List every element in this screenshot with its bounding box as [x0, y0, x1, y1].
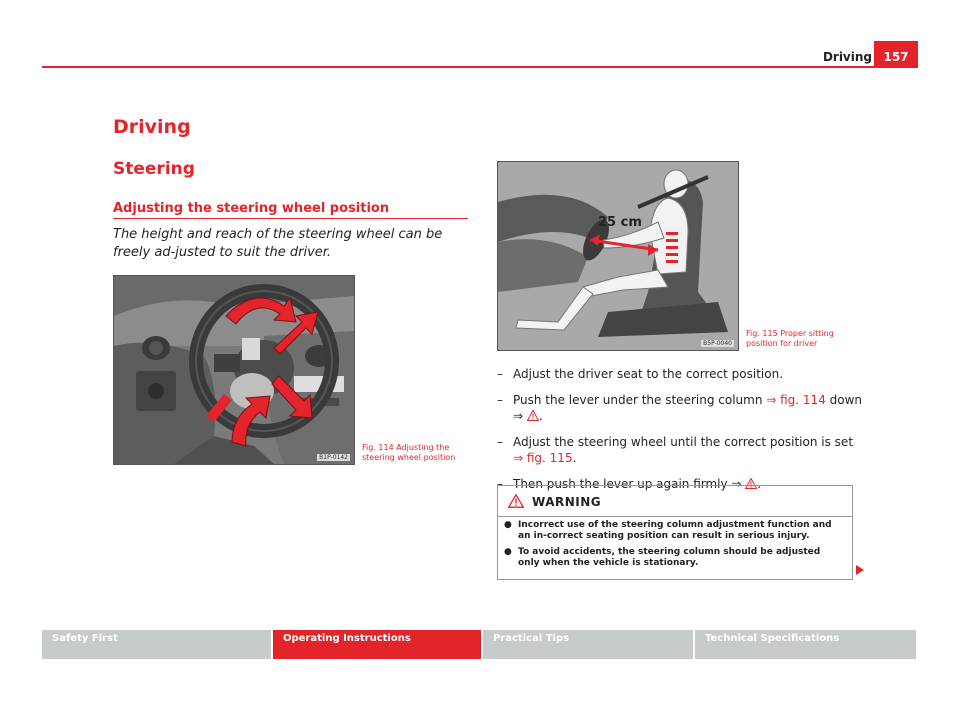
- step-text: Adjust the steering wheel until the correct position is set: [513, 435, 854, 449]
- step-text: .: [757, 477, 762, 491]
- warning-item-text: Incorrect use of the steering column adjustment function and an in-correct seating position can result in serious injury.: [518, 520, 832, 541]
- step-item: [497, 434, 867, 466]
- warning-header: [498, 486, 852, 517]
- warning-item: [504, 547, 844, 569]
- step-dash: –: [497, 477, 503, 491]
- section-heading: Steering: [113, 159, 195, 179]
- figure-caption: Fig. 114 Adjusting the steering wheel position: [362, 443, 456, 462]
- running-header-title: Driving: [822, 50, 872, 64]
- figure-code: B1P-0142: [319, 454, 348, 461]
- continue-arrow-icon[interactable]: [855, 565, 865, 575]
- subsection-heading: Adjusting the steering wheel position: [113, 201, 390, 216]
- figure-reference-link[interactable]: ⇒ fig. 114: [766, 393, 826, 407]
- figure-reference-link[interactable]: ⇒ fig. 115: [513, 451, 573, 465]
- warning-box: [497, 485, 853, 580]
- step-text: .: [572, 451, 577, 465]
- figure-sitting-position: [497, 161, 739, 351]
- sitting-position-illustration: [498, 162, 738, 350]
- instruction-steps: [497, 366, 867, 502]
- bullet-dot: ●: [504, 547, 512, 557]
- warning-triangle-icon[interactable]: [527, 410, 539, 421]
- subsection-rule: [113, 218, 468, 219]
- step-text: Then push the lever up again firmly ⇒: [513, 477, 746, 491]
- bullet-dot: ●: [504, 520, 512, 530]
- figure-steering-wheel: [113, 275, 355, 465]
- chapter-heading: Driving: [113, 116, 191, 138]
- steering-wheel-illustration: [114, 276, 354, 464]
- distance-label: 25 cm: [598, 215, 642, 230]
- tab-operating-instructions[interactable]: Operating Instructions: [273, 630, 481, 659]
- header-rule: [42, 66, 918, 68]
- intro-text: The height and reach of the steering wheel can be freely ad-justed to suit the driver.: [113, 227, 443, 260]
- tab-practical-tips[interactable]: Practical Tips: [483, 630, 693, 659]
- warning-triangle-icon: [508, 494, 524, 508]
- footer-nav: [42, 630, 918, 659]
- step-dash: –: [497, 435, 503, 449]
- tab-technical-specifications[interactable]: Technical Specifications: [695, 630, 916, 659]
- warning-body: [504, 520, 844, 574]
- figure-caption: Fig. 115 Proper sitting position for driver: [746, 329, 834, 348]
- step-dash: –: [497, 393, 503, 407]
- step-text: Adjust the driver seat to the correct position.: [513, 367, 784, 381]
- step-text: Push the lever under the steering column: [513, 393, 767, 407]
- tab-safety-first[interactable]: Safety First: [42, 630, 271, 659]
- warning-item-text: To avoid accidents, the steering column should be adjusted only when the vehicle is stationary.: [518, 547, 821, 568]
- step-item: [497, 366, 867, 382]
- figure-code: B5P-0040: [703, 340, 732, 347]
- step-dash: –: [497, 367, 503, 381]
- step-item: – Push the lever under the steering column ⇒ fig. 114 down ⇒ .: [497, 393, 863, 423]
- warning-title: WARNING: [532, 495, 602, 509]
- page-number: 157: [874, 41, 918, 68]
- warning-item: [504, 520, 844, 542]
- step-text: down ⇒: [513, 393, 863, 423]
